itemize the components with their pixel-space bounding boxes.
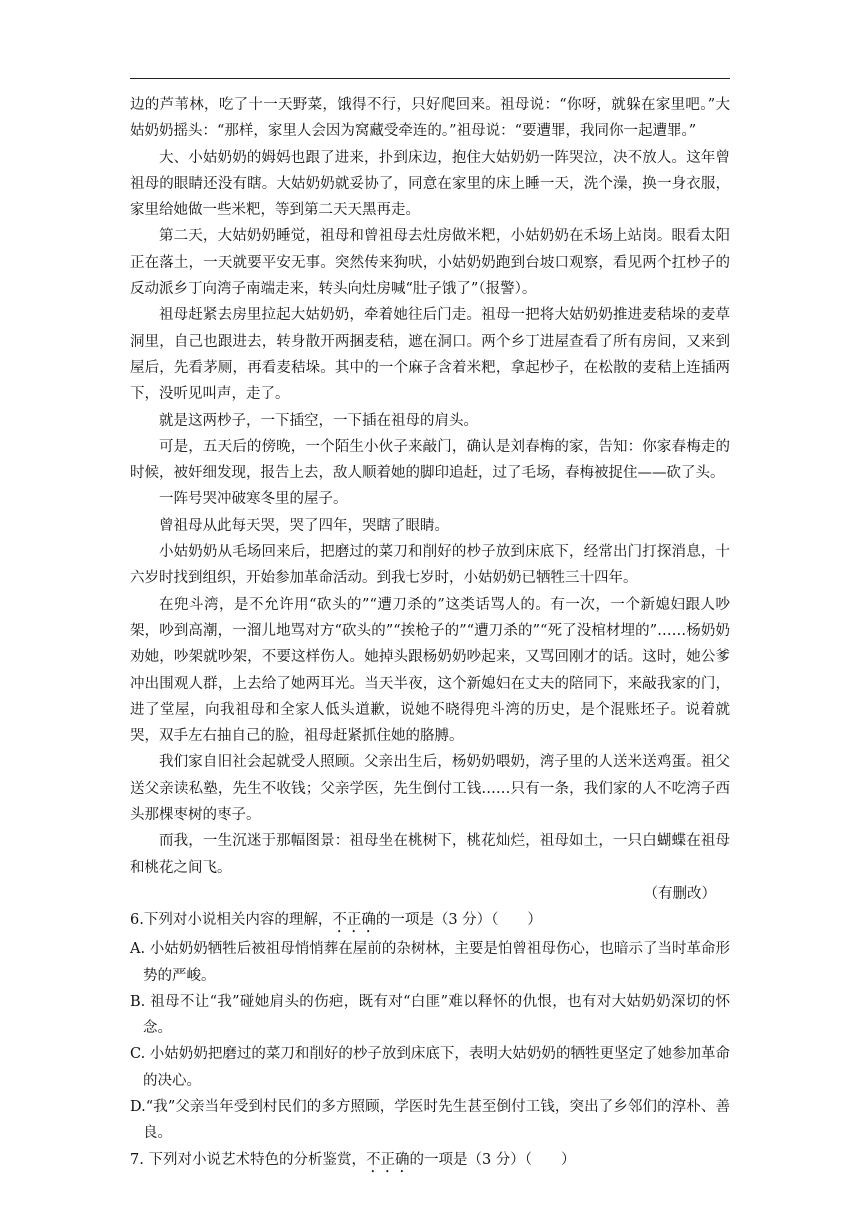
paragraph-1: 边的芦苇林，吃了十一天野菜，饿得不行，只好爬回来。祖母说：“你呀，就躲在家里吧。”大姑奶奶摇头：“那样，家里人会因为窝藏受牵连的。”祖母说：“要遭罪，我同你一起遭罪。” bbox=[130, 97, 730, 140]
paragraph-11: 我们家自旧社会起就受人照顾。父亲出生后，杨奶奶喂奶，湾子里的人送米送鸡蛋。祖父送父亲读私塾，先生不收钱；父亲学医，先生倒付工钱……只有一条，我们家的人不吃湾子西头那棵枣树的枣子。 bbox=[130, 754, 730, 824]
question-6-option-a: A. 小姑奶奶牺牲后被祖母悄悄葬在屋前的杂树林，主要是怕曾祖母伤心，也暗示了当时革命形势的严峻。 bbox=[130, 941, 730, 984]
paragraph-8: 曾祖母从此每天哭，哭了四年，哭瞎了眼睛。 bbox=[159, 517, 449, 534]
source-note: （有删改） bbox=[643, 885, 716, 902]
question-6-option-b: B. 祖母不让“我”碰她肩头的伤疤，既有对“白匪”难以释怀的仇恨，也有对大姑奶奶深切的怀念。 bbox=[130, 993, 730, 1037]
question-6 bbox=[130, 907, 730, 936]
paragraph-10: 在兜斗湾，是不允许用“砍头的”“遭刀杀的”这类话骂人的。有一次，一个新媳妇跟人吵架，吵到高潮，一溜儿地骂对方“砍头的”“挨枪子的”“遭刀杀的”“死了没棺材埋的”……杨奶奶劝她，吵架就吵架，不要这样伤人。她掉头跟杨奶奶吵起来，又骂回刚才的话。这时，她公爹冲出围观人群，上去给了她两耳光。当天半夜，这个新媳妇在丈夫的陪同下，来敲我家的门，进了堂屋，向我祖母和全家人低头道歉，说她不晓得兜斗湾的历史，是个混账坯子。说着就哭，双手左右抽自己的脸，祖母赶紧抓住她的胳膊。 bbox=[130, 596, 730, 745]
paragraph-4: 祖母赶紧去房里拉起大姑奶奶，牵着她往后门走。祖母一把将大姑奶奶推进麦秸垛的麦草洞里，自己也跟进去，转身散开两捆麦秸，遮在洞口。两个乡丁进屋查看了所有房间，又来到屋后，先看茅厕，再看麦秸垛。其中的一个麻子含着米粑，拿起杪子，在松散的麦秸上连插两下，没听见叫声，走了。 bbox=[130, 307, 730, 403]
question-7-suffix: 的一项是（3 分）（ ） bbox=[409, 1151, 576, 1168]
question-7 bbox=[130, 1147, 730, 1176]
paragraph-6: 可是，五天后的傍晚，一个陌生小伙子来敲门，确认是刘春梅的家，告知：你家春梅走的时候，被奸细发现，报告上去，敌人顺着她的脚印追赶，过了毛场，春梅被捉住——砍了头。 bbox=[130, 438, 730, 482]
paragraph-5: 就是这两杪子，一下插空，一下插在祖母的肩头。 bbox=[159, 412, 478, 429]
paragraph-2: 大、小姑奶奶的姆妈也跟了进来，扑到床边，抱住大姑奶奶一阵哭泣，决不放人。这年曾祖母的眼睛还没有瞎。大姑奶奶就妥协了，同意在家里的床上睡一天，洗个澡，换一身衣服，家里给她做一些米粑，等到第二天天黑再走。 bbox=[130, 149, 730, 219]
paragraph-9: 小姑奶奶从毛场回来后，把磨过的菜刀和削好的杪子放到床底下，经常出门打探消息，十六岁时找到组织，开始参加革命活动。到我七岁时，小姑奶奶已牺牲三十四年。 bbox=[130, 544, 730, 587]
paragraph-3: 第二天，大姑奶奶睡觉，祖母和曾祖母去灶房做米粑，小姑奶奶在禾场上站岗。眼看太阳正在落土，一天就要平安无事。突然传来狗吠，小姑奶奶跑到台坡口观察，看见两个扛杪子的反动派乡丁向湾子南端走来，转头向灶房喊“肚子饿了”（报警）。 bbox=[130, 228, 730, 298]
paragraph-12: 而我，一生沉迷于那幅图景：祖母坐在桃树下，桃花灿烂，祖母如土，一只白蝴蝶在祖母和桃花之间飞。 bbox=[130, 833, 730, 876]
question-6-option-c: C. 小姑奶奶把磨过的菜刀和削好的杪子放到床底下，表明大姑奶奶的牺牲更坚定了她参加革命的决心。 bbox=[130, 1046, 730, 1089]
question-6-option-d: D.“我”父亲当年受到村民们的多方照顾，学医时先生甚至倒付工钱，突出了乡邻们的淳朴、善良。 bbox=[130, 1098, 730, 1142]
paragraph-7: 一阵号哭冲破寒冬里的屋子。 bbox=[159, 491, 348, 508]
question-6-emphasis: 不正确 bbox=[332, 912, 376, 929]
header-rule bbox=[130, 78, 730, 79]
question-7-emphasis: 不正确 bbox=[365, 1151, 410, 1168]
document-body bbox=[130, 92, 730, 1176]
question-7-prefix: 7. 下列对小说艺术特色的分析鉴赏， bbox=[130, 1151, 366, 1168]
question-6-prefix: 6.下列对小说相关内容的理解， bbox=[130, 912, 333, 929]
question-6-suffix: 的一项是（3 分）（ ） bbox=[375, 912, 542, 929]
